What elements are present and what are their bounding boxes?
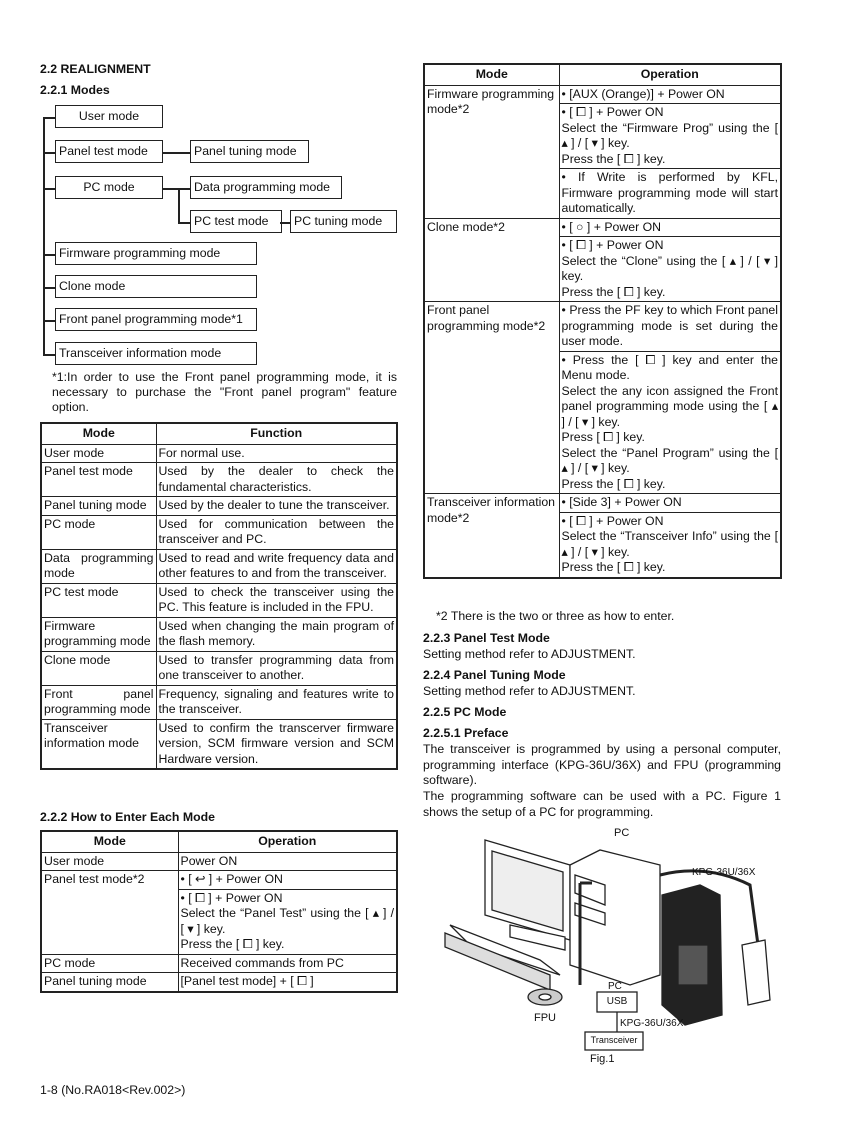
- tree-transceiver-information-mode: Transceiver information mode: [55, 342, 257, 365]
- operation-cell: • [ ⧠ ] + Power ON Select the “Panel Test” using the [ ▴ ] / [ ▾ ] key. Press the [ ⧠ ] key.: [178, 889, 397, 954]
- column-header-mode: Mode: [41, 831, 178, 852]
- table-row: [41, 871, 397, 890]
- function-cell: Used by the dealer to check the fundamental characteristics.: [156, 463, 397, 497]
- operation-cell: Received commands from PC: [178, 954, 397, 973]
- pc-setup-illustration: [430, 825, 790, 1070]
- tree-clone-mode: Clone mode: [55, 275, 257, 298]
- figure-caption: Fig.1: [590, 1053, 615, 1065]
- table-row: [41, 685, 397, 719]
- mode-function-table: [40, 422, 398, 770]
- operation-cell: Power ON: [178, 852, 397, 871]
- mode-cell: Panel tuning mode: [41, 497, 156, 516]
- column-header-function: Function: [156, 423, 397, 444]
- table-row: [41, 463, 397, 497]
- function-cell: For normal use.: [156, 444, 397, 463]
- table-row: [41, 583, 397, 617]
- operation-cell: [Panel test mode] + [ ⧠ ]: [178, 973, 397, 992]
- figure-label-pc: PC: [614, 827, 630, 839]
- mode-cell: Firmware programming mode*2: [424, 85, 559, 218]
- tree-panel-tuning-mode: Panel tuning mode: [190, 140, 309, 163]
- enter-mode-table-right: [423, 63, 782, 579]
- figure-label-fpu: FPU: [534, 1012, 556, 1024]
- tree-panel-test-mode: Panel test mode: [55, 140, 163, 163]
- operation-cell: • Press the PF key to which Front panel programming mode is set during the user mode.: [559, 302, 781, 352]
- mode-cell: Panel test mode*2: [41, 871, 178, 955]
- enter-mode-table-left: [40, 830, 398, 993]
- figure-transceiver-box: Transceiver: [590, 1035, 638, 1045]
- section-224-body: Setting method refer to ADJUSTMENT.: [423, 684, 636, 698]
- function-cell: Used to confirm the transcerver firmware version, SCM firmware version and SCM Hardware version.: [156, 719, 397, 769]
- operation-cell: • [AUX (Orange)] + Power ON: [559, 85, 781, 104]
- section-title: 2.2 REALIGNMENT: [40, 62, 151, 76]
- mode-cell: Front panel programming mode*2: [424, 302, 559, 494]
- table-row: [41, 651, 397, 685]
- figure-1: [430, 825, 790, 1070]
- table-row: [41, 852, 397, 871]
- table-row: [41, 549, 397, 583]
- table-row: [424, 494, 781, 513]
- table-row: [41, 719, 397, 769]
- mode-cell: Panel test mode: [41, 463, 156, 497]
- figure-label-cable-block: KPG-36U/36X: [620, 1018, 684, 1029]
- tree-user-mode: User mode: [55, 105, 163, 128]
- operation-cell: • [Side 3] + Power ON: [559, 494, 781, 513]
- table-row: [41, 515, 397, 549]
- function-cell: Frequency, signaling and features write to the transceiver.: [156, 685, 397, 719]
- column-header-operation: Operation: [178, 831, 397, 852]
- operation-cell: • [ ⧠ ] + Power ON Select the “Firmware Prog” using the [ ▴ ] / [ ▾ ] key. Press the [ ⧠ ] key.: [559, 104, 781, 169]
- mode-cell: PC test mode: [41, 583, 156, 617]
- table-row: [41, 497, 397, 516]
- function-cell: Used when changing the main program of the flash memory.: [156, 617, 397, 651]
- section-2251-title: 2.2.5.1 Preface: [423, 726, 509, 740]
- table-row: [41, 617, 397, 651]
- preface-paragraph-1: The transceiver is programmed by using a personal computer, programming interface (KPG-36U/36X) and FPU (programming software).: [423, 742, 781, 787]
- tree-front-panel-programming-mode: Front panel programming mode*1: [55, 308, 257, 331]
- footnote-2: *2 There is the two or three as how to enter.: [436, 609, 675, 623]
- section-225-title: 2.2.5 PC Mode: [423, 705, 507, 719]
- column-header-mode: Mode: [424, 64, 559, 85]
- mode-cell: Clone mode*2: [424, 218, 559, 302]
- figure-label-cable: KPG-36U/36X: [692, 867, 756, 878]
- mode-cell: Transceiver information mode: [41, 719, 156, 769]
- how-to-enter-title: 2.2.2 How to Enter Each Mode: [40, 810, 215, 824]
- operation-cell: • [ ↩ ] + Power ON: [178, 871, 397, 890]
- section-224-title: 2.2.4 Panel Tuning Mode: [423, 668, 566, 682]
- tree-data-programming-mode: Data programming mode: [190, 176, 342, 199]
- function-cell: Used to read and write frequency data and other features to and from the transceiver.: [156, 549, 397, 583]
- table-row: [424, 302, 781, 352]
- mode-cell: Transceiver information mode*2: [424, 494, 559, 578]
- section-223-title: 2.2.3 Panel Test Mode: [423, 631, 550, 645]
- operation-cell: • [ ⧠ ] + Power ON Select the “Clone” using the [ ▴ ] / [ ▾ ] key. Press the [ ⧠ ] key.: [559, 237, 781, 302]
- operation-cell: • If Write is performed by KFL, Firmware programming mode will start automatically.: [559, 169, 781, 219]
- mode-cell: Front panel programming mode: [41, 685, 156, 719]
- figure-usb-box: USB: [606, 996, 628, 1007]
- footnote-1: *1:In order to use the Front panel programming mode, it is necessary to purchase the "Front panel program" feature option.: [52, 370, 397, 414]
- table-row: [424, 85, 781, 104]
- tree-pc-test-mode: PC test mode: [190, 210, 282, 233]
- section-223-body: Setting method refer to ADJUSTMENT.: [423, 647, 636, 661]
- tree-firmware-programming-mode: Firmware programming mode: [55, 242, 257, 265]
- page-footer: 1-8 (No.RA018<Rev.002>): [40, 1083, 186, 1097]
- function-cell: Used to check the transceiver using the PC. This feature is included in the FPU.: [156, 583, 397, 617]
- tree-pc-tuning-mode: PC tuning mode: [290, 210, 397, 233]
- table-row: [424, 218, 781, 237]
- table-row: [41, 954, 397, 973]
- table-row: [41, 973, 397, 992]
- column-header-mode: Mode: [41, 423, 156, 444]
- operation-cell: • Press the [ ⧠ ] key and enter the Menu mode. Select the any icon assigned the Front panel programming mode using the [ ▴ ] / [ ▾ ] key. Press [ ⧠ ] key. Select the “Panel Program” using the [ ▴ ] / [ ▾ ] key. Press the [ ⧠ ] key.: [559, 351, 781, 494]
- preface-paragraph-2: The programming software can be used with a PC. Figure 1 shows the setup of a PC for programming.: [423, 789, 781, 819]
- table-row: [41, 444, 397, 463]
- operation-cell: • [ ⧠ ] + Power ON Select the “Transceiver Info” using the [ ▴ ] / [ ▾ ] key. Press the [ ⧠ ] key.: [559, 512, 781, 578]
- function-cell: Used for communication between the transceiver and PC.: [156, 515, 397, 549]
- mode-cell: Panel tuning mode: [41, 973, 178, 992]
- operation-cell: • [ ○ ] + Power ON: [559, 218, 781, 237]
- modes-title: 2.2.1 Modes: [40, 83, 110, 97]
- mode-cell: Clone mode: [41, 651, 156, 685]
- mode-cell: User mode: [41, 444, 156, 463]
- function-cell: Used by the dealer to tune the transceiver.: [156, 497, 397, 516]
- tree-pc-mode: PC mode: [55, 176, 163, 199]
- figure-label-pc-block: PC: [608, 981, 622, 992]
- mode-cell: Data programming mode: [41, 549, 156, 583]
- mode-cell: User mode: [41, 852, 178, 871]
- column-header-operation: Operation: [559, 64, 781, 85]
- function-cell: Used to transfer programming data from one transceiver to another.: [156, 651, 397, 685]
- mode-cell: Firmware programming mode: [41, 617, 156, 651]
- mode-cell: PC mode: [41, 515, 156, 549]
- mode-cell: PC mode: [41, 954, 178, 973]
